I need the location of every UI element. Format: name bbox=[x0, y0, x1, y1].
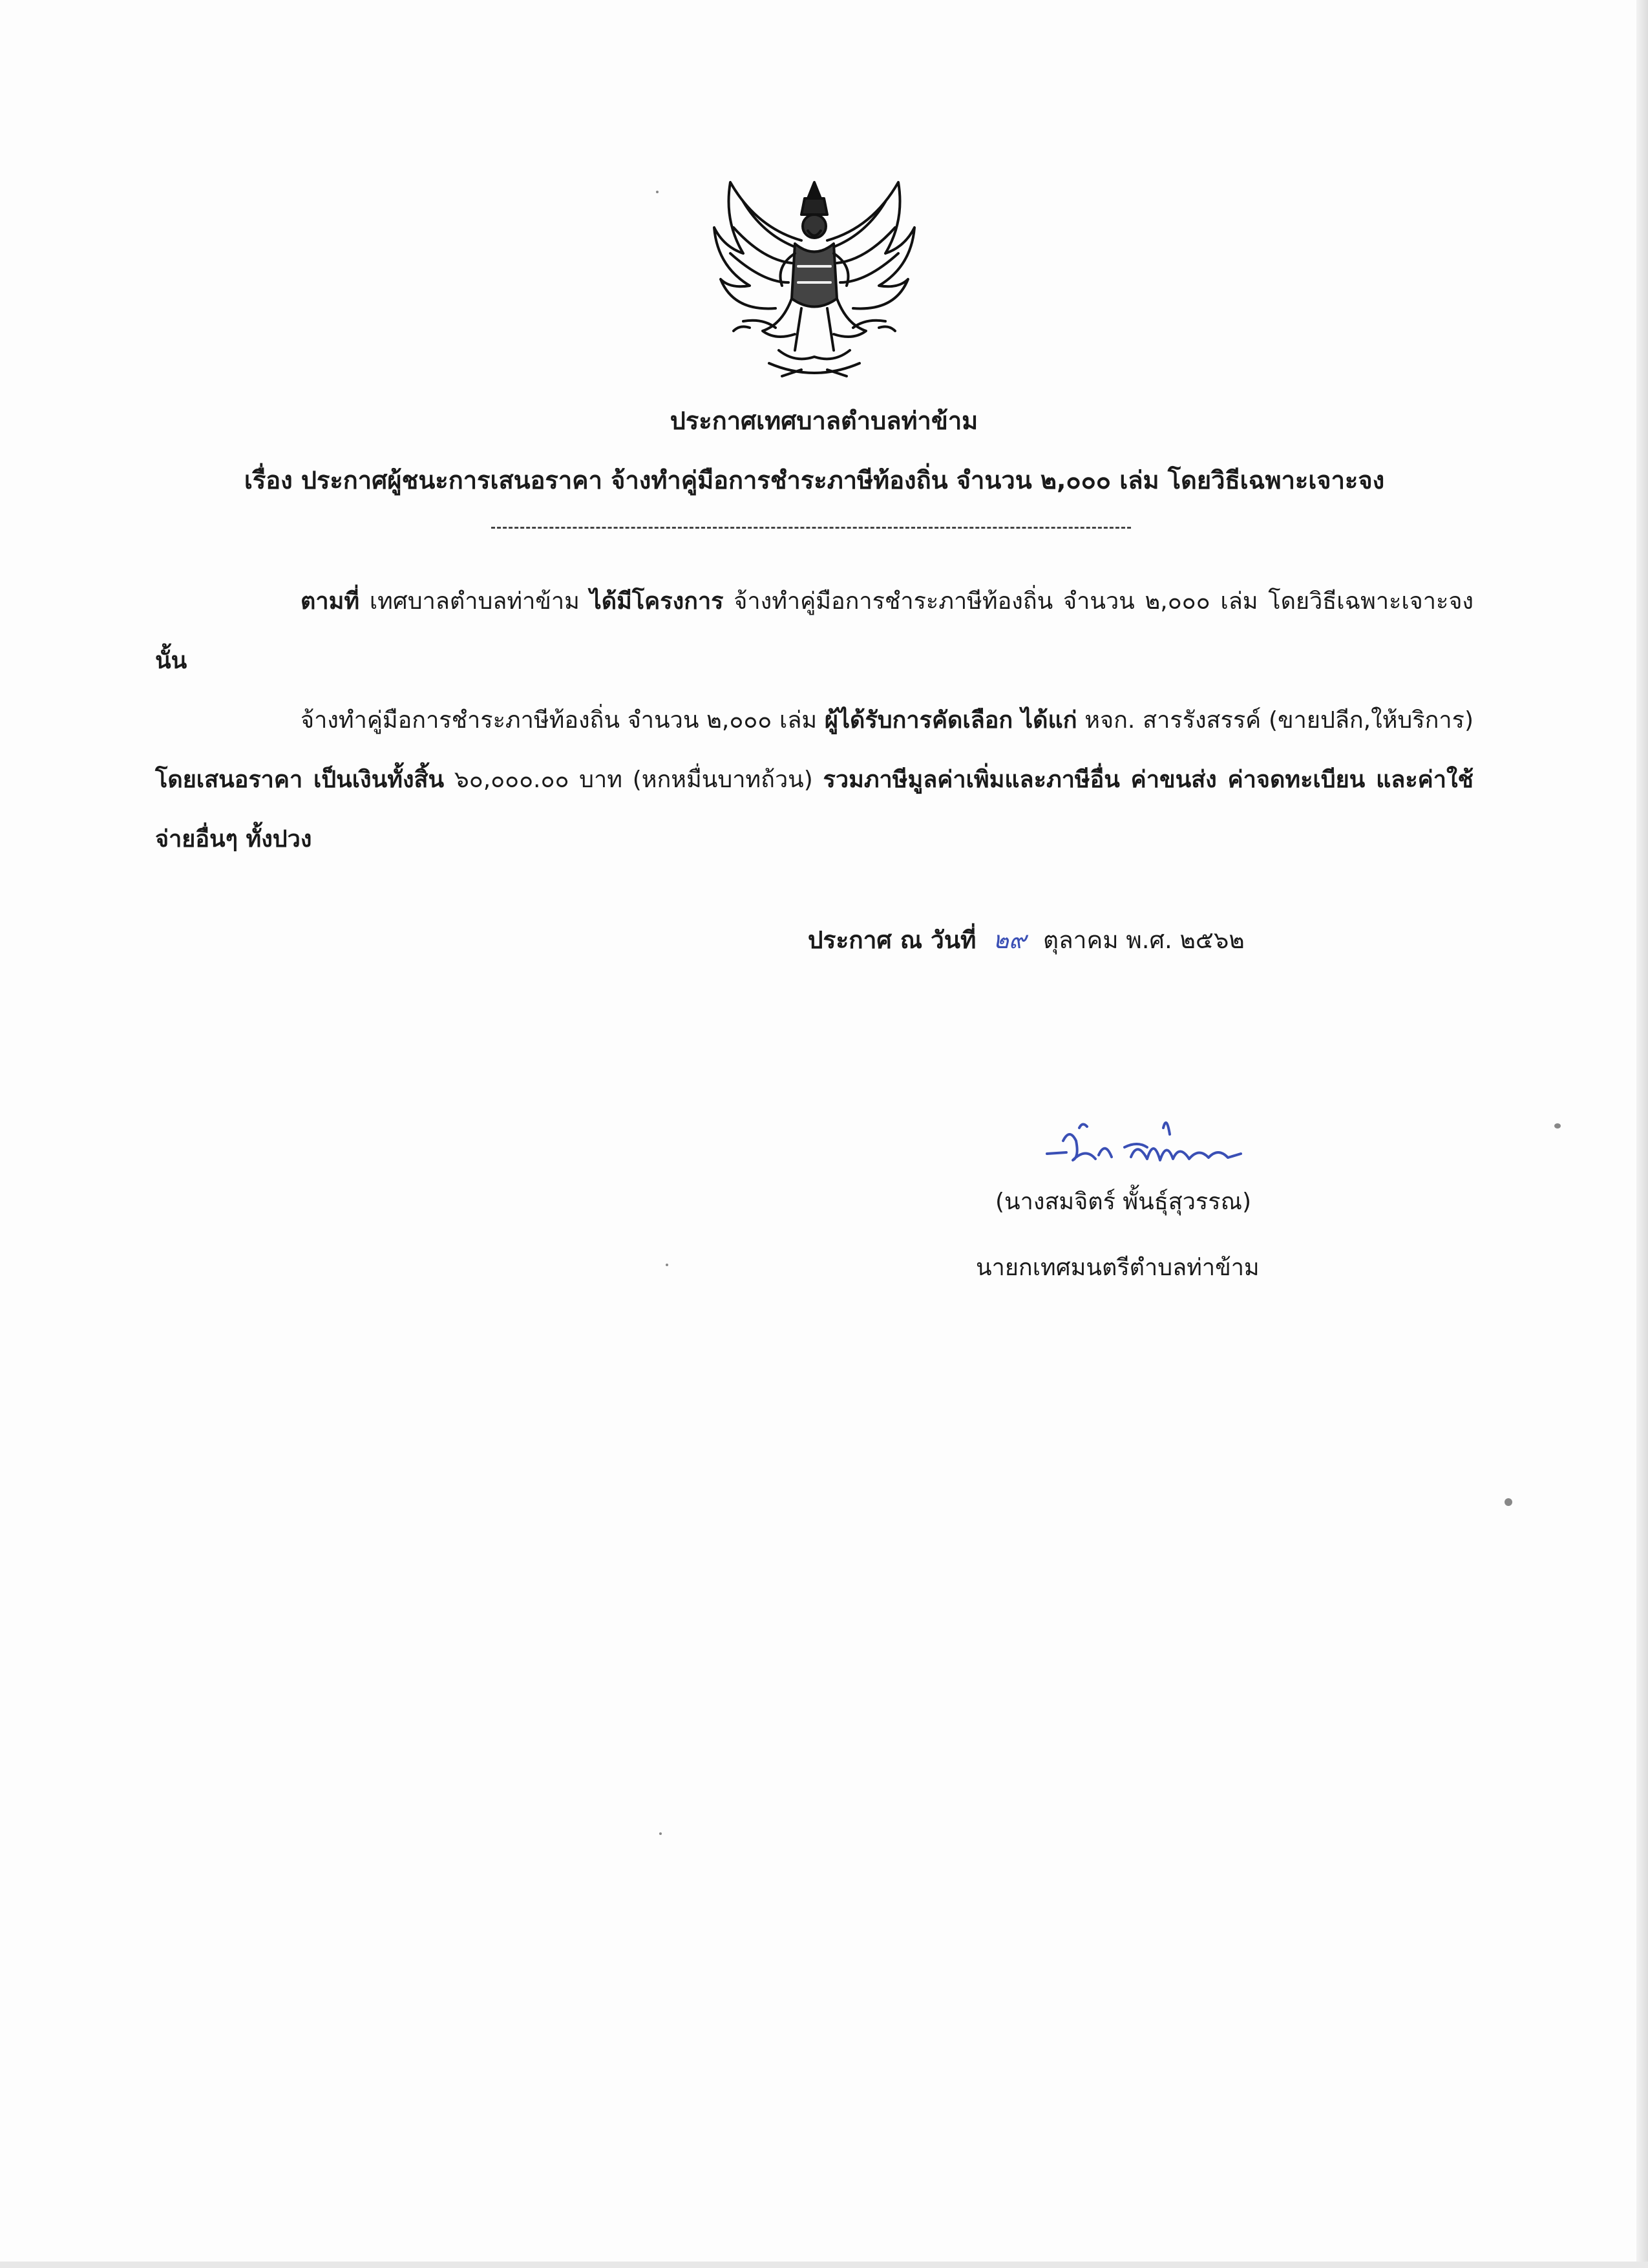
signer-name: (นางสมจิตร์ พั้นธุ์สุวรรณ) bbox=[995, 1189, 1252, 1215]
paragraph1-text2: จ้างทำคู่มือการชำระภาษีท้องถิ่น จำนวน ๒,๐๐๐ เล่ม โดยวิธีเฉพาะเจาะจง bbox=[723, 588, 1474, 615]
paragraph1-text: เทศบาลตำบลท่าข้าม bbox=[359, 588, 590, 615]
vendor-name: หจก. สารรังสรรค์ (ขายปลีก,ให้บริการ) bbox=[1077, 707, 1474, 734]
scan-speck bbox=[666, 1264, 668, 1266]
paragraph-project-intro bbox=[155, 572, 1474, 691]
offer-amount: ๖๐,๐๐๐.๐๐ บาท (หกหมื่นบาทถ้วน) bbox=[444, 767, 823, 793]
date-month-year: ตุลาคม พ.ศ. ๒๕๖๒ bbox=[1042, 926, 1245, 954]
date-day: ๒๙ bbox=[993, 926, 1026, 954]
date-prefix: ประกาศ ณ วันที่ bbox=[808, 926, 977, 954]
handwritten-signature bbox=[1034, 1102, 1254, 1180]
selected-label: ผู้ได้รับการคัดเลือก ได้แก่ bbox=[824, 707, 1077, 734]
paragraph1-emphasis: ได้มีโครงการ bbox=[589, 588, 724, 615]
announcement-date bbox=[808, 921, 1245, 959]
paragraph1-lead: ตามที่ bbox=[301, 588, 360, 615]
scan-speck bbox=[1554, 1123, 1561, 1129]
scan-speck bbox=[659, 1832, 662, 1835]
paragraph-winner-details bbox=[155, 691, 1474, 869]
signer-position: นายกเทศมนตรีตำบลท่าข้าม bbox=[976, 1255, 1260, 1281]
scan-edge-right bbox=[1636, 0, 1648, 2268]
separator-line bbox=[491, 527, 1131, 529]
offer-label: โดยเสนอราคา เป็นเงินทั้งสิ้น bbox=[155, 767, 445, 793]
tax-note: รวมภาษีมูลค่าเพิ่มและภาษีอื่น ค่าขนส่ง ค่าจดทะเบียน และค่าใช้จ่ายอื่นๆ ทั้งปวง bbox=[155, 767, 1474, 853]
garuda-emblem-icon bbox=[704, 169, 924, 396]
document-subject: เรื่อง ประกาศผู้ชนะการเสนอราคา จ้างทำคู่มือการชำระภาษีท้องถิ่น จำนวน ๒,๐๐๐ เล่ม โดยวิธีเฉพาะเจาะจง bbox=[244, 466, 1385, 494]
paragraph1-ending: นั้น bbox=[155, 648, 187, 674]
scan-speck bbox=[1505, 1498, 1512, 1506]
scan-edge-bottom bbox=[0, 2262, 1648, 2268]
scan-speck bbox=[656, 191, 659, 193]
paragraph2-text: จ้างทำคู่มือการชำระภาษีท้องถิ่น จำนวน ๒,๐๐๐ เล่ม bbox=[301, 707, 825, 734]
document-title: ประกาศเทศบาลตำบลท่าข้าม bbox=[670, 407, 978, 435]
